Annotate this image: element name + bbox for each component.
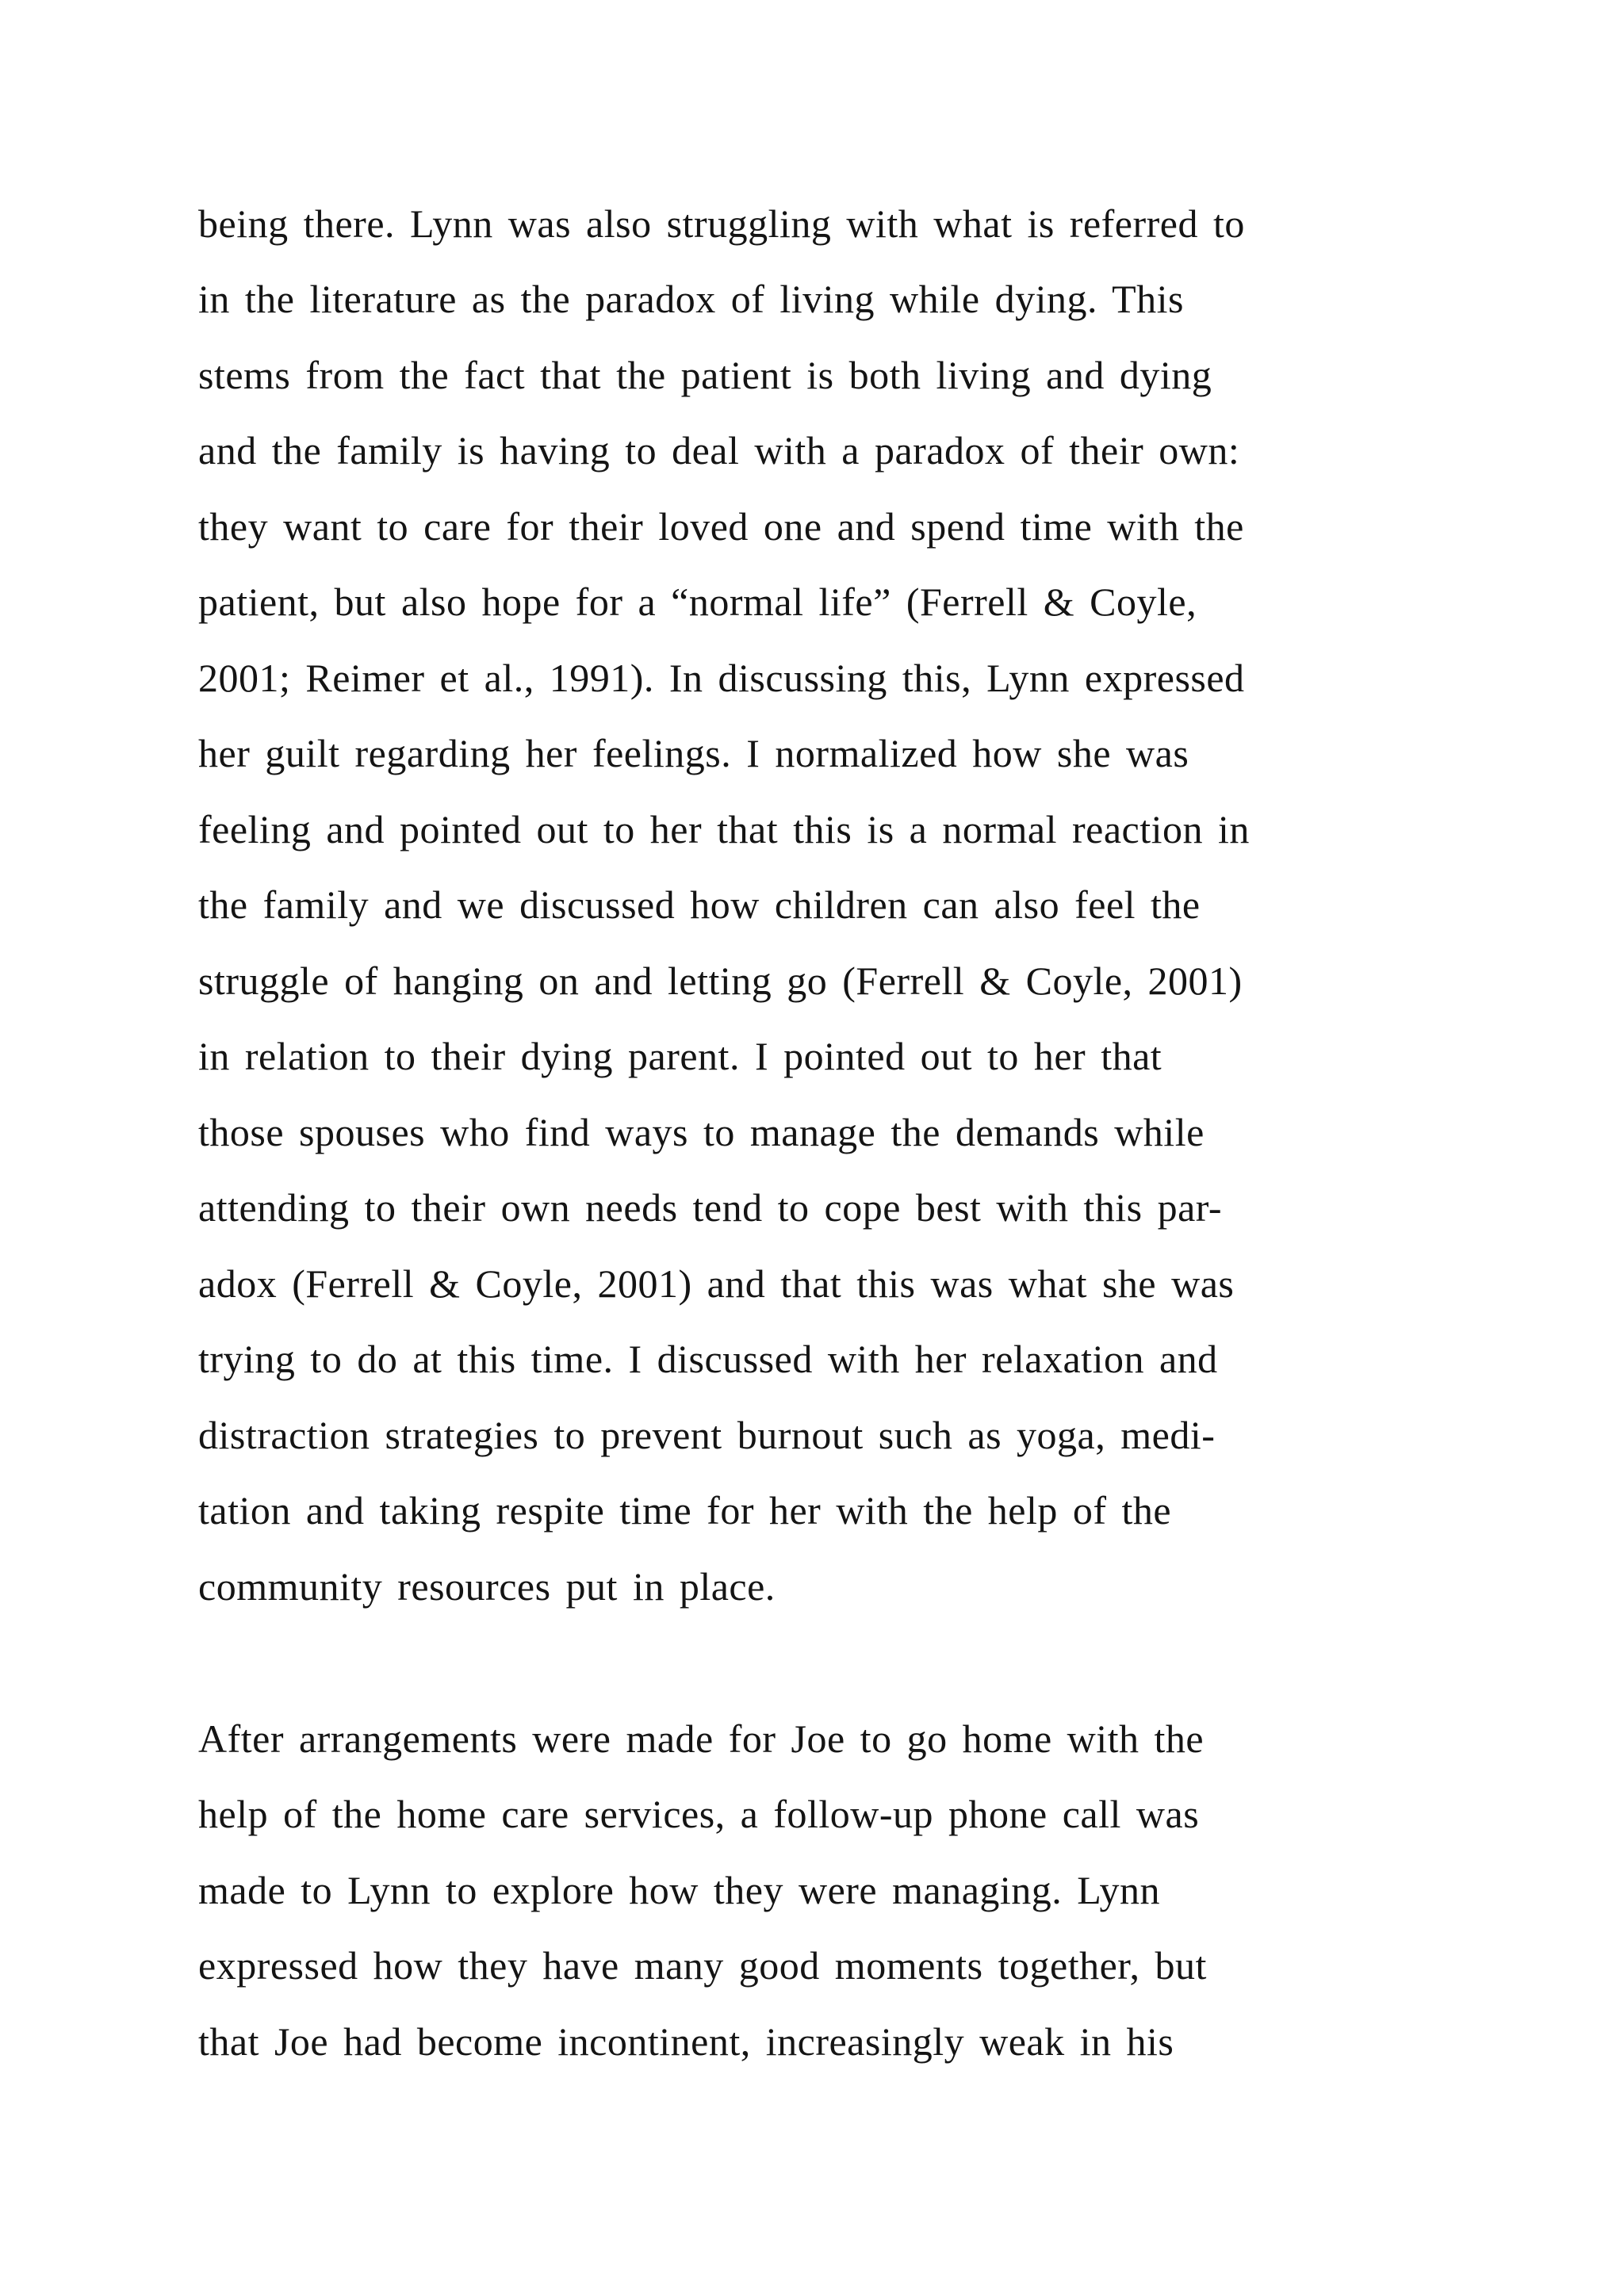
text-line: help of the home care services, a follow-up phone call was bbox=[198, 1792, 1200, 1836]
text-line: 2001; Reimer et al., 1991). In discussing this, Lynn expressed bbox=[198, 656, 1245, 700]
text-line: expressed how they have many good moments together, but bbox=[198, 1943, 1207, 1988]
text-line: adox (Ferrell & Coyle, 2001) and that this was what she was bbox=[198, 1261, 1235, 1306]
text-line: and the family is having to deal with a paradox of their own: bbox=[198, 428, 1240, 473]
text-line: they want to care for their loved one and spend time with the bbox=[198, 504, 1244, 549]
text-line: attending to their own needs tend to cope best with this par- bbox=[198, 1185, 1223, 1230]
text-line: trying to do at this time. I discussed with her relaxation and bbox=[198, 1337, 1218, 1381]
text-line: tation and taking respite time for her with the help of the bbox=[198, 1488, 1172, 1533]
text-line: made to Lynn to explore how they were managing. Lynn bbox=[198, 1868, 1161, 1912]
text-line: the family and we discussed how children can also feel the bbox=[198, 882, 1201, 927]
text-line: in the literature as the paradox of living while dying. This bbox=[198, 277, 1184, 321]
text-line: struggle of hanging on and letting go (Ferrell & Coyle, 2001) bbox=[198, 959, 1243, 1003]
text-line: being there. Lynn was also struggling with what is referred to bbox=[198, 201, 1245, 246]
text-line: stems from the fact that the patient is both living and dying bbox=[198, 353, 1212, 397]
text-line: that Joe had become incontinent, increasingly weak in his bbox=[198, 2019, 1174, 2064]
text-line: patient, but also hope for a “normal life” (Ferrell & Coyle, bbox=[198, 580, 1197, 624]
text-line: feeling and pointed out to her that this is a normal reaction in bbox=[198, 807, 1250, 851]
text-line: those spouses who find ways to manage the demands while bbox=[198, 1110, 1205, 1154]
text-line: After arrangements were made for Joe to go home with the bbox=[198, 1716, 1205, 1761]
text-line: in relation to their dying parent. I pointed out to her that bbox=[198, 1034, 1162, 1078]
text-line: community resources put in place. bbox=[198, 1564, 776, 1609]
text-line: distraction strategies to prevent burnout such as yoga, medi- bbox=[198, 1413, 1216, 1457]
text-line: her guilt regarding her feelings. I normalized how she was bbox=[198, 731, 1189, 775]
